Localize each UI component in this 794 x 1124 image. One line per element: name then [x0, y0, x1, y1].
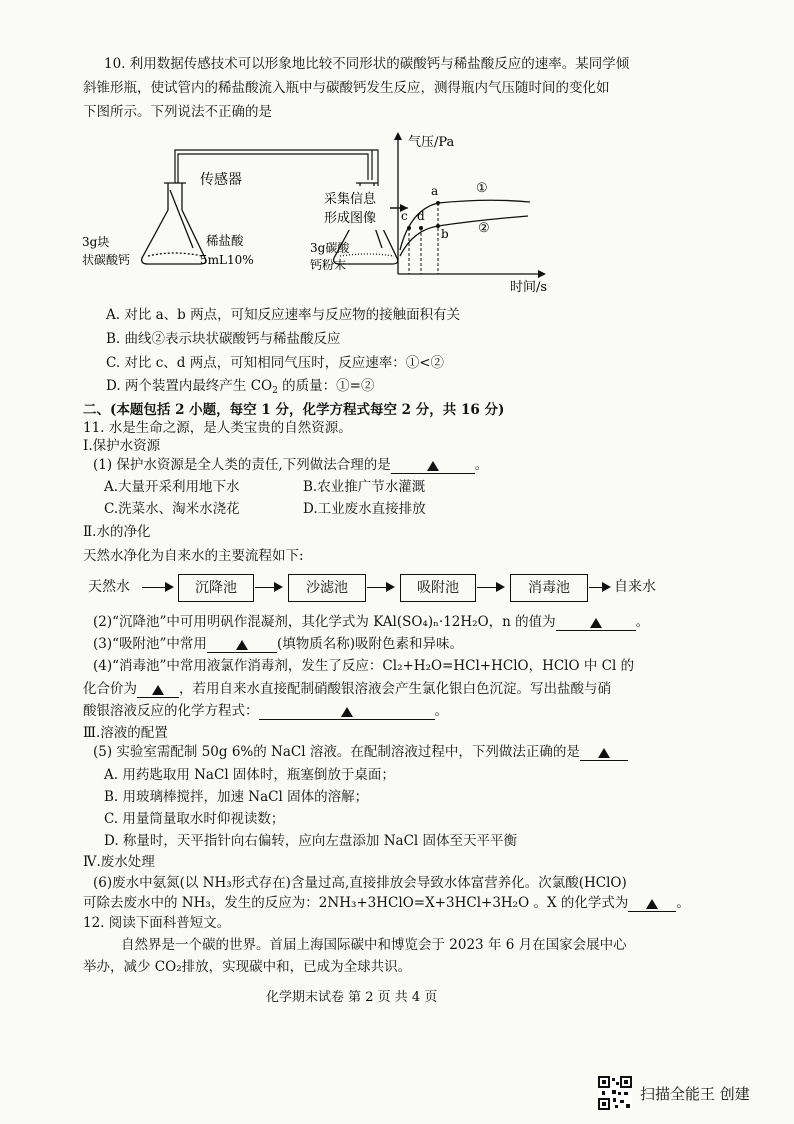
- triangle-icon: [598, 748, 610, 758]
- q11-s1-answer-blank[interactable]: [391, 457, 475, 474]
- q11-s2-text: (2)“沉降池”中可用明矾作混凝剂，其化学式为 KAl(SO₄)ₙ·12H₂O，n 的值为: [93, 614, 556, 630]
- triangle-icon: [341, 707, 353, 717]
- q11-s4-text-b: 化合价为: [83, 681, 137, 697]
- graph-axes: [394, 132, 546, 278]
- scanner-watermark: 扫描全能王 创建: [640, 1085, 750, 1103]
- q10-line3: 下图所示。下列说法不正确的是: [83, 104, 272, 120]
- section-2-title: 二、(本题包括 2 小题，每空 1 分，化学方程式每空 2 分，共 16 分): [83, 402, 505, 418]
- y-axis-label: 气压/Pa: [408, 135, 455, 150]
- q10-line2: 斜锥形瓶，使试管内的稀盐酸流入瓶中与碳酸钙发生反应，测得瓶内气压随时间的变化如: [83, 80, 610, 96]
- q10-option-d: [106, 377, 374, 400]
- q10-option-a: A. 对比 a、b 两点，可知反应速率与反应物的接触面积有关: [106, 307, 461, 323]
- q11-s6-text-b: 可除去废水中的 NH₃，发生的反应为：2NH₃+3HClO=X+3HCl+3H₂O 。X 的化学式为: [83, 895, 629, 911]
- q11-s5-opt-c: C. 用量筒量取水时仰视读数；: [104, 811, 285, 827]
- flow-arrow-1: [142, 587, 172, 588]
- acid-label-1: 稀盐酸: [206, 233, 244, 248]
- left-flask-label-2: 状碳酸钙: [82, 253, 131, 267]
- flow-box-sand-filter: 沙滤池: [288, 574, 366, 602]
- q10-line1: 10. 利用数据传感技术可以形象地比较不同形状的碳酸钙与稀盐酸反应的速率。某同学倾: [104, 56, 630, 72]
- label-a: a: [431, 184, 439, 198]
- q11-s5-opt-d: D. 称量时，天平指针向右偏转，应向左盘添加 NaCl 固体至天平平衡: [104, 833, 518, 849]
- q11-s3-text-b: (填物质名称)吸附色素和异味。: [276, 636, 463, 652]
- q11-s5-opt-b: B. 用玻璃棒搅拌，加速 NaCl 固体的溶解；: [104, 789, 369, 805]
- q11-s5-opt-a: A. 用药匙取用 NaCl 固体时，瓶塞倒放于桌面；: [104, 767, 395, 783]
- q11-s1: (1) 保护水资源是全人类的责任,下列做法合理的是 。: [93, 457, 489, 473]
- q11-s4-valence-blank[interactable]: [137, 681, 179, 698]
- q11-s5: [93, 743, 628, 761]
- flow-arrow-3: [367, 587, 393, 588]
- flow-arrow-2: [255, 587, 281, 588]
- q11-flow-intro: 天然水净化为自来水的主要流程如下:: [83, 548, 304, 564]
- curve-1: [400, 200, 530, 250]
- q11-part2: Ⅱ.水的净化: [83, 524, 151, 540]
- q11-s4-equation-blank[interactable]: [259, 703, 435, 720]
- q10-option-d-post: 的质量：①=②: [277, 378, 375, 394]
- flow-box-settling: 沉降池: [178, 574, 254, 602]
- qr-code-icon: [598, 1076, 632, 1110]
- q11-s1-opt-a: A.大量开采利用地下水: [104, 479, 240, 495]
- triangle-icon: [646, 899, 658, 909]
- q11-s3-text-a: (3)“吸附池”中常用: [93, 636, 207, 652]
- point-c: [407, 226, 411, 230]
- label-curve-2: ②: [478, 221, 490, 236]
- q10-option-c: C. 对比 c、d 两点，可知相同气压时，反应速率：①<②: [106, 355, 445, 371]
- label-curve-1: ①: [476, 181, 488, 196]
- q10-figure: [78, 128, 578, 298]
- q11-part3: Ⅲ.溶液的配置: [83, 725, 168, 741]
- q11-s4-line3: 酸银溶液反应的化学方程式： 。: [83, 703, 448, 719]
- collect-label-1: 采集信息: [324, 192, 377, 207]
- q11-s1-opt-d: D.工业废水直接排放: [303, 501, 426, 517]
- q12-para-line2: 举办，减少 CO₂排放，实现碳中和，已成为全球共识。: [83, 959, 412, 975]
- q11-part1: Ⅰ.保护水资源: [83, 438, 161, 454]
- triangle-icon: [152, 685, 164, 695]
- point-a: [436, 201, 440, 205]
- left-flask-label-1: 3g块: [82, 235, 110, 249]
- label-d: d: [417, 209, 425, 223]
- left-flask-icon: [142, 183, 206, 264]
- q12-intro: 12. 阅读下面科普短文。: [83, 915, 231, 931]
- collect-label-2: 形成图像: [324, 211, 377, 226]
- label-c: c: [401, 209, 408, 223]
- q11-s1-text: (1) 保护水资源是全人类的责任,下列做法合理的是: [93, 457, 391, 473]
- flow-arrow-5: [589, 587, 609, 588]
- q11-s4-text-d: 酸银溶液反应的化学方程式：: [83, 703, 259, 719]
- point-d: [419, 226, 423, 230]
- q11-s4-text-c: ，若用自来水直接配制硝酸银溶液会产生氯化银白色沉淀。写出盐酸与硝: [179, 681, 611, 697]
- acid-label-2: 5mL10%: [200, 253, 254, 267]
- flow-start: 天然水: [88, 579, 130, 595]
- q11-part4: Ⅳ.废水处理: [83, 854, 155, 870]
- q11-s4-line2: [83, 680, 611, 698]
- point-b: [436, 224, 440, 228]
- flow-box-disinfection: 消毒池: [510, 574, 588, 602]
- q10-option-d-pre: D. 两个装置内最终产生 CO: [106, 378, 273, 394]
- page-footer: 化学期末试卷 第 2 页 共 4 页: [266, 990, 438, 1005]
- flow-arrow-4: [477, 587, 503, 588]
- q11-s3: [93, 635, 463, 653]
- flow-box-adsorption: 吸附池: [400, 574, 476, 602]
- q10-option-b: B. 曲线②表示块状碳酸钙与稀盐酸反应: [106, 331, 341, 347]
- triangle-icon: [427, 461, 439, 471]
- q11-s6-answer-blank[interactable]: [628, 895, 676, 912]
- triangle-icon: [590, 618, 602, 628]
- q11-s2-answer-blank[interactable]: [556, 614, 636, 631]
- right-flask-label-1: 3g碳酸: [310, 241, 350, 255]
- label-b: b: [441, 227, 449, 241]
- q11-s5-answer-blank[interactable]: [580, 744, 628, 761]
- q11-s6-line2: 可除去废水中的 NH₃，发生的反应为：2NH₃+3HClO=X+3HCl+3H₂O 。X 的化学式为 。: [83, 895, 690, 911]
- q11-s2: (2)“沉降池”中可用明矾作混凝剂，其化学式为 KAl(SO₄)ₙ·12H₂O，n 的值为 。: [93, 614, 650, 630]
- x-axis-label: 时间/s: [510, 280, 548, 295]
- q11-s5-text: (5) 实验室需配制 50g 6%的 NaCl 溶液。在配制溶液过程中，下列做法正确的是: [93, 744, 580, 760]
- q11-s4-line1: (4)“消毒池”中常用液氯作消毒剂，发生了反应：Cl₂+H₂O=HCl+HClO，HClO 中 Cl 的: [93, 658, 635, 674]
- q11-s3-answer-blank[interactable]: [207, 636, 277, 653]
- q11-s6-line1: (6)废水中氨氮(以 NH₃形式存在)含量过高,直接排放会导致水体富营养化。次氯酸(HClO): [93, 875, 627, 891]
- q11-s1-opt-c: C.洗菜水、淘米水浇花: [104, 501, 240, 517]
- right-flask-label-2: 钙粉末: [310, 258, 347, 272]
- triangle-icon: [236, 640, 248, 650]
- flow-end: 自来水: [614, 579, 656, 595]
- q11-intro: 11. 水是生命之源，是人类宝贵的自然资源。: [83, 420, 352, 436]
- q12-para-line1: 自然界是一个碳的世界。首届上海国际碳中和博览会于 2023 年 6 月在国家会展中心: [121, 937, 627, 953]
- q11-s1-opt-b: B.农业推广节水灌溉: [303, 479, 426, 495]
- q10-option-d-sub: 2: [272, 386, 278, 396]
- sensor-label: 传感器: [200, 172, 242, 188]
